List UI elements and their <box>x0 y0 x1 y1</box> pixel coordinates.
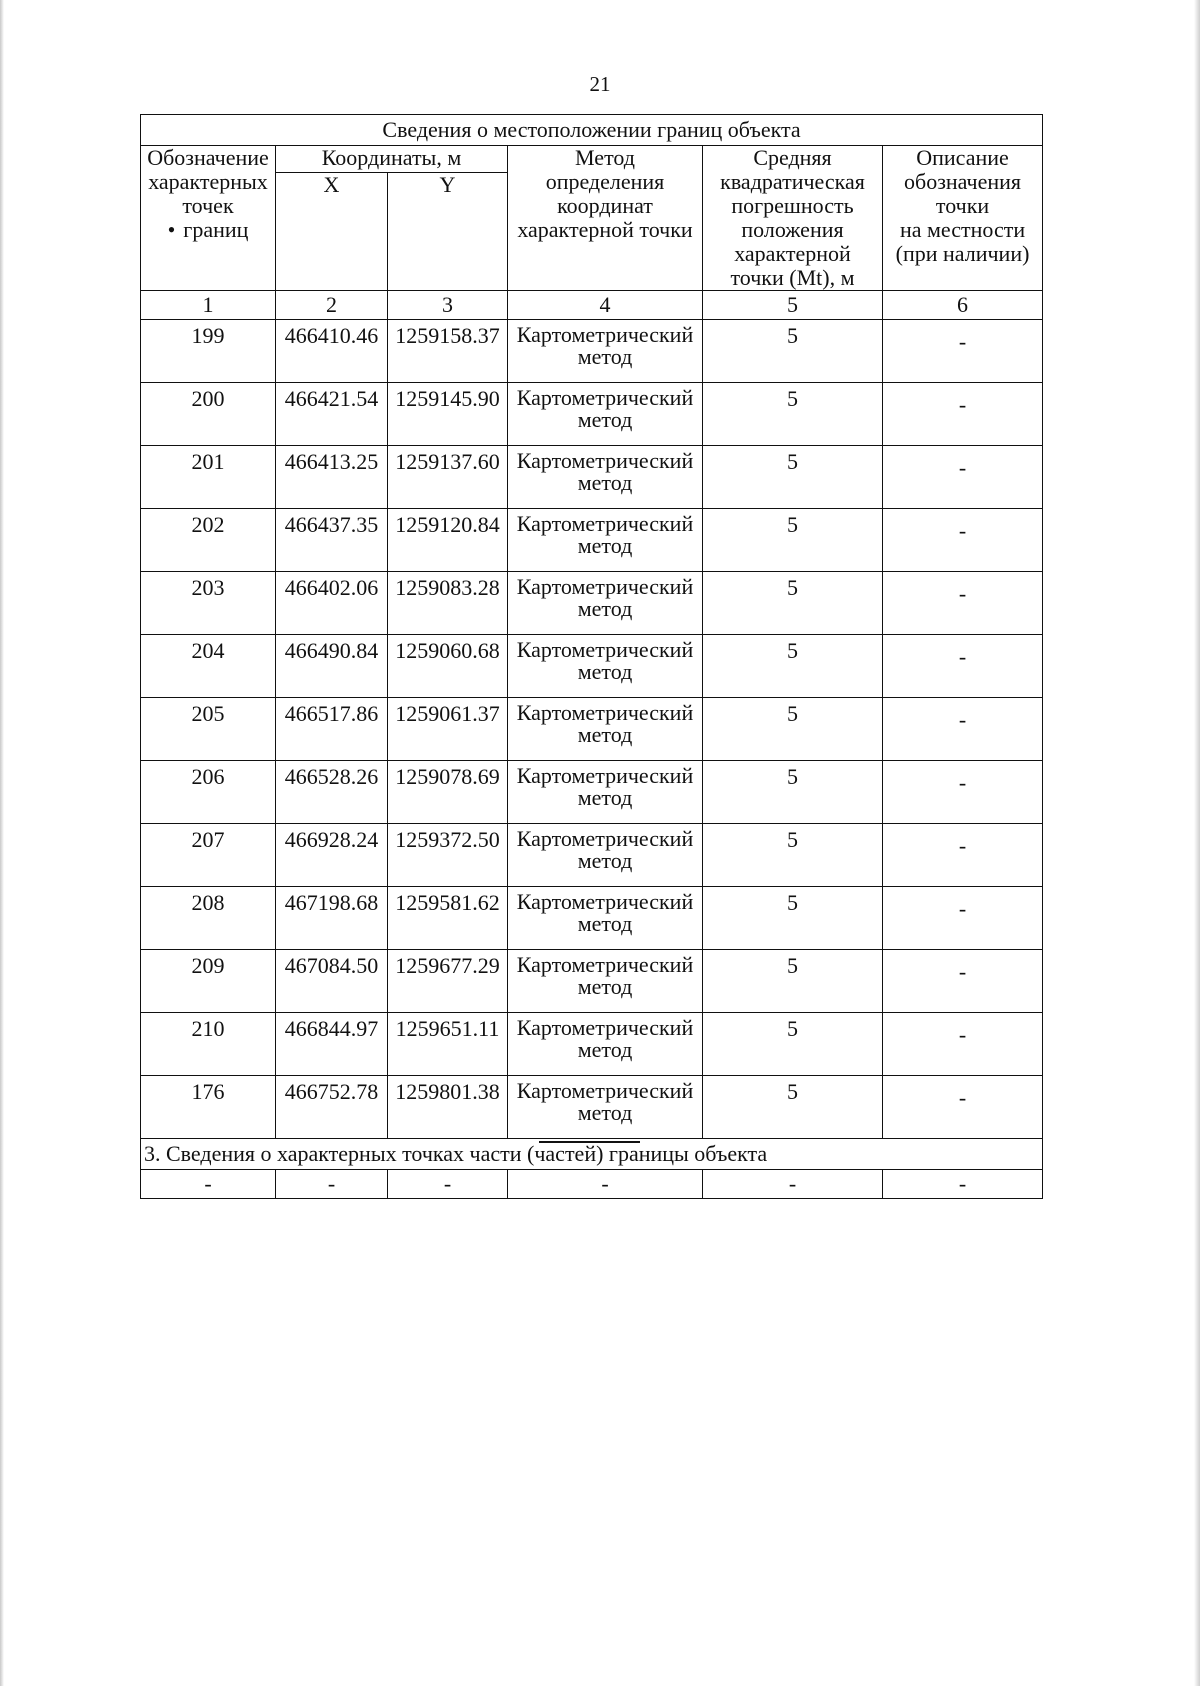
point-cell: 199 <box>141 320 276 383</box>
empty-cell: - <box>388 1170 508 1199</box>
y-coordinate-cell: 1259372.50 <box>388 824 508 887</box>
header-mt-line: точки (Mt), м <box>730 265 855 290</box>
point-cell: 208 <box>141 887 276 950</box>
mt-cell: 5 <box>703 383 883 446</box>
header-method-line: координат <box>557 193 653 218</box>
method-line: Картометрический <box>516 826 694 851</box>
y-coordinate-cell: 1259078.69 <box>388 761 508 824</box>
point-cell: 202 <box>141 509 276 572</box>
method-line: метод <box>577 974 633 999</box>
method-line: Картометрический <box>516 1078 694 1103</box>
mt-cell: 5 <box>703 698 883 761</box>
y-coordinate-cell: 1259677.29 <box>388 950 508 1013</box>
header-desc-line: на местности <box>899 217 1026 242</box>
header-mt <box>703 146 883 291</box>
method-cell <box>508 950 703 1013</box>
section3-title: 3. Сведения о характерных точках части (частей) границы объекта <box>141 1139 1043 1170</box>
column-number: 1 <box>141 291 276 320</box>
table-row <box>141 383 1043 446</box>
x-coordinate-cell: 467084.50 <box>276 950 388 1013</box>
mt-cell: 5 <box>703 887 883 950</box>
table-row <box>141 698 1043 761</box>
header-point-line-text: границ <box>183 217 249 242</box>
header-point-line: характерных <box>148 169 268 194</box>
table-row <box>141 635 1043 698</box>
table-title: Сведения о местоположении границ объекта <box>141 115 1043 146</box>
method-line: Картометрический <box>516 574 694 599</box>
section3-row <box>141 1139 1043 1170</box>
method-line: Картометрический <box>516 889 694 914</box>
column-number: 4 <box>508 291 703 320</box>
table-row <box>141 950 1043 1013</box>
empty-cell: - <box>883 1170 1043 1199</box>
method-cell <box>508 1076 703 1139</box>
header-mt-line: погрешность <box>731 193 854 218</box>
table-row <box>141 1013 1043 1076</box>
mt-cell: 5 <box>703 509 883 572</box>
mt-cell: 5 <box>703 572 883 635</box>
description-cell: - <box>883 446 1043 509</box>
table-row <box>141 824 1043 887</box>
x-coordinate-cell: 466928.24 <box>276 824 388 887</box>
method-line: Картометрический <box>516 700 694 725</box>
y-coordinate-cell: 1259651.11 <box>388 1013 508 1076</box>
y-coordinate-cell: 1259581.62 <box>388 887 508 950</box>
header-mt-line: положения <box>741 217 844 242</box>
mt-cell: 5 <box>703 1013 883 1076</box>
method-cell <box>508 1013 703 1076</box>
description-cell: - <box>883 824 1043 887</box>
header-mt-line: характерной <box>734 241 851 266</box>
header-method-line: характерной точки <box>517 217 693 242</box>
y-coordinate-cell: 1259158.37 <box>388 320 508 383</box>
x-coordinate-cell: 466413.25 <box>276 446 388 509</box>
description-cell: - <box>883 320 1043 383</box>
method-line: Картометрический <box>516 511 694 536</box>
method-cell <box>508 698 703 761</box>
method-cell <box>508 761 703 824</box>
x-coordinate-cell: 466517.86 <box>276 698 388 761</box>
header-desc-line: (при наличии) <box>895 241 1030 266</box>
method-cell <box>508 824 703 887</box>
method-line: метод <box>577 596 633 621</box>
header-point-line: точек <box>182 193 234 218</box>
point-cell: 201 <box>141 446 276 509</box>
method-cell <box>508 446 703 509</box>
point-cell: 209 <box>141 950 276 1013</box>
method-line: метод <box>577 407 633 432</box>
header-point-line <box>144 218 272 242</box>
x-coordinate-cell: 466752.78 <box>276 1076 388 1139</box>
method-cell <box>508 572 703 635</box>
scan-edge-left <box>0 0 4 1686</box>
header-desc-line: точки <box>935 193 990 218</box>
method-cell <box>508 635 703 698</box>
method-line: метод <box>577 911 633 936</box>
y-coordinate-cell: 1259801.38 <box>388 1076 508 1139</box>
point-cell: 203 <box>141 572 276 635</box>
description-cell: - <box>883 761 1043 824</box>
page-number: 21 <box>589 72 611 96</box>
empty-cell: - <box>508 1170 703 1199</box>
description-cell: - <box>883 1013 1043 1076</box>
header-desc-line: Описание <box>916 145 1009 170</box>
method-line: метод <box>577 1037 633 1062</box>
method-line: Картометрический <box>516 385 694 410</box>
point-cell: 210 <box>141 1013 276 1076</box>
scan-edge-right <box>1194 0 1200 1686</box>
method-line: Картометрический <box>516 1015 694 1040</box>
table-row <box>141 509 1043 572</box>
method-cell <box>508 887 703 950</box>
x-coordinate-cell: 466410.46 <box>276 320 388 383</box>
column-number-row <box>141 291 1043 320</box>
description-cell: - <box>883 698 1043 761</box>
header-x: X <box>276 173 388 291</box>
x-coordinate-cell: 466437.35 <box>276 509 388 572</box>
description-cell: - <box>883 1076 1043 1139</box>
empty-cell: - <box>703 1170 883 1199</box>
table-row <box>141 761 1043 824</box>
table-title-row <box>141 115 1043 146</box>
y-coordinate-cell: 1259061.37 <box>388 698 508 761</box>
y-coordinate-cell: 1259120.84 <box>388 509 508 572</box>
method-line: метод <box>577 659 633 684</box>
description-cell: - <box>883 635 1043 698</box>
table-row <box>141 320 1043 383</box>
method-line: метод <box>577 848 633 873</box>
table-row <box>141 1076 1043 1139</box>
header-mt-line: квадратическая <box>720 169 865 194</box>
y-coordinate-cell: 1259060.68 <box>388 635 508 698</box>
boundary-coordinates-table <box>140 114 1043 1199</box>
header-coordinates: Координаты, м <box>276 146 508 173</box>
method-line: метод <box>577 344 633 369</box>
mt-cell: 5 <box>703 761 883 824</box>
header-method <box>508 146 703 291</box>
description-cell: - <box>883 509 1043 572</box>
point-cell: 204 <box>141 635 276 698</box>
method-line: метод <box>577 785 633 810</box>
point-cell: 205 <box>141 698 276 761</box>
y-coordinate-cell: 1259145.90 <box>388 383 508 446</box>
x-coordinate-cell: 466402.06 <box>276 572 388 635</box>
header-mt-line: Средняя <box>753 145 832 170</box>
header-method-line: определения <box>545 169 665 194</box>
point-cell: 206 <box>141 761 276 824</box>
description-cell: - <box>883 572 1043 635</box>
method-line: Картометрический <box>516 763 694 788</box>
header-desc-line: обозначения <box>904 169 1022 194</box>
y-coordinate-cell: 1259083.28 <box>388 572 508 635</box>
method-line: Картометрический <box>516 952 694 977</box>
description-cell: - <box>883 383 1043 446</box>
description-cell: - <box>883 950 1043 1013</box>
description-cell: - <box>883 887 1043 950</box>
section3-empty-row <box>141 1170 1043 1199</box>
mt-cell: 5 <box>703 320 883 383</box>
method-line: Картометрический <box>516 322 694 347</box>
method-cell <box>508 320 703 383</box>
method-line: метод <box>577 1100 633 1125</box>
point-cell: 176 <box>141 1076 276 1139</box>
method-line: Картометрический <box>516 448 694 473</box>
x-coordinate-cell: 466490.84 <box>276 635 388 698</box>
mt-cell: 5 <box>703 1076 883 1139</box>
footer-divider-line <box>539 1141 640 1143</box>
x-coordinate-cell: 467198.68 <box>276 887 388 950</box>
header-method-line: Метод <box>575 145 635 170</box>
empty-cell: - <box>276 1170 388 1199</box>
table-row <box>141 572 1043 635</box>
method-line: метод <box>577 722 633 747</box>
data-rows <box>141 320 1043 1139</box>
mt-cell: 5 <box>703 635 883 698</box>
header-point-line: Обозначение <box>147 145 269 170</box>
column-number: 3 <box>388 291 508 320</box>
y-coordinate-cell: 1259137.60 <box>388 446 508 509</box>
header-point <box>141 146 276 291</box>
empty-cell: - <box>141 1170 276 1199</box>
x-coordinate-cell: 466421.54 <box>276 383 388 446</box>
header-y: Y <box>388 173 508 291</box>
x-coordinate-cell: 466528.26 <box>276 761 388 824</box>
mt-cell: 5 <box>703 950 883 1013</box>
method-line: Картометрический <box>516 637 694 662</box>
table-row <box>141 887 1043 950</box>
column-number: 2 <box>276 291 388 320</box>
point-cell: 207 <box>141 824 276 887</box>
column-number: 6 <box>883 291 1043 320</box>
point-cell: 200 <box>141 383 276 446</box>
table-row <box>141 446 1043 509</box>
mt-cell: 5 <box>703 446 883 509</box>
method-cell <box>508 509 703 572</box>
method-line: метод <box>577 533 633 558</box>
column-number: 5 <box>703 291 883 320</box>
method-cell <box>508 383 703 446</box>
header-row-1 <box>141 146 1043 173</box>
method-line: метод <box>577 470 633 495</box>
bullet-mark: • <box>167 217 176 242</box>
header-description <box>883 146 1043 291</box>
mt-cell: 5 <box>703 824 883 887</box>
x-coordinate-cell: 466844.97 <box>276 1013 388 1076</box>
